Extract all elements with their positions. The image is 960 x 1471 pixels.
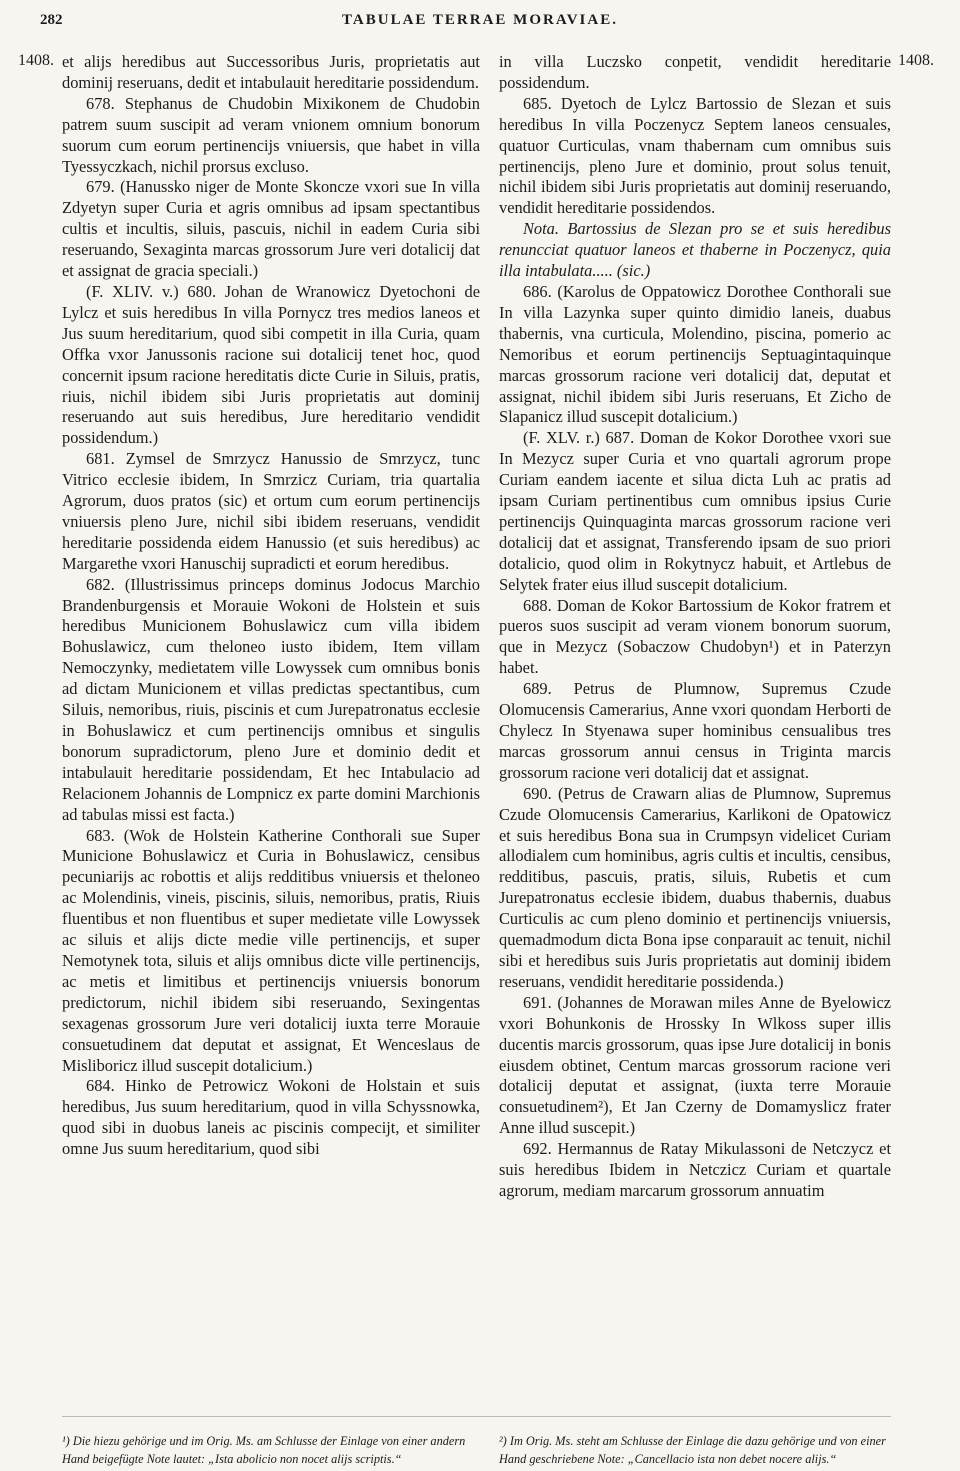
margin-year-right: 1408.	[898, 52, 934, 69]
paragraph: 691. (Johannes de Morawan miles Anne de Byelowicz vxori Bohunkonis de Hrossky In Wlkoss super illis ducentis marcis grossorum, quas ipse Jure dotalicij in bonis eiusdem obtinet, Centum marcas grossorum racione veri dotalicij deputat et assignat, (iuxta terre Morauie consuetudinem²), Et Jan Czerny de Domamyslicz frater Anne illud suscepit.)	[499, 992, 891, 1138]
footnote-right: ²) Im Orig. Ms. steht am Schlusse der Einlage die dazu gehörige und von einer Hand geschriebene Note: „Cancellacio ista non debet nocere alijs.“	[499, 1434, 886, 1466]
paragraph: 682. (Illustrissimus princeps dominus Jodocus Marchio Brandenburgensis et Morauie Wokoni de Holstein et suis heredibus Municionem Bohuslawicz cum villa ibidem Bohuslawicz, cum theloneo iusto ibidem, Item villam Nemoczynky, medietatem ville Lowyssek cum omnibus bonis ad dictam Municionem et villas predictas spectantibus, cum Siluis, nemoribus, riuis, piscinis et cum Jurepatronatus ecclesie in Bohuslawicz et cum pertinencijs omnibus et singulis bonorum supradictorum, pleno Jure et dominio dedit et intabulauit hereditarie possidendam, Et hec Intabulacio ad Relacionem Johannis de Lompnicz ex parte domini Marchionis ad tabulas missi est facta.)	[62, 574, 480, 824]
left-column	[62, 52, 480, 1160]
margin-year-left: 1408.	[18, 52, 54, 69]
paragraph: in villa Luczsko conpetit, vendidit hereditarie possidendum.	[499, 52, 891, 92]
paragraph: 678. Stephanus de Chudobin Mixikonem de Chudobin patrem suum suscipit ad veram vnionem omnium bonorum suorum cum eorum pertinencijs vniuersis, que habet in villa Tyessyczkach, nichil prorsus excluso.	[62, 93, 480, 176]
page-number: 282	[40, 12, 63, 28]
running-title: TABULAE TERRAE MORAVIAE.	[342, 12, 618, 28]
footnote-divider	[62, 1416, 891, 1417]
footnote-left: ¹) Die hiezu gehörige und im Orig. Ms. am Schlusse der Einlage von einer andern Hand beigefügte Note lautet: „Ista abolicio non nocet alijs scriptis.“	[62, 1434, 466, 1466]
paragraph: 681. Zymsel de Smrzycz Hanussio de Smrzycz, tunc Vitrico ecclesie ibidem, In Smrzicz Curiam, tria quartalia Agrorum, duos pratos (sic) et ortum cum eorum pertinencijs vniuersis pleno Jure, nichil sibi ibidem reseruans, vendidit hereditarie possidenda eidem Hanussio (et suis heredibus) ac Margarethe vxori Hanuschij supradicti et eorum heredibus.	[62, 449, 480, 573]
paragraph: (F. XLV. r.) 687. Doman de Kokor Dorothee vxori sue In Mezycz super Curia et vno quartali agrorum prope Curiam eandem iacente et silua dicta Luh ac pratis ad ipsam Curiam pertinentibus cum omnibus ipsius Curie pertinencijs Quinquaginta marcas grossorum racione veri dotalicij dat et assignat, Transferendo ipsam de suo priori dotalicio, quod olim in Rokytnycz habuit, et Artlebus de Selytek frater eius illud suscepit dotalicium.	[499, 428, 891, 594]
nota-paragraph: Nota. Bartossius de Slezan pro se et suis heredibus renuncciat quatuor laneos et thaberne in Poczenycz, quia illa intabulata..... (sic.)	[499, 219, 891, 281]
paragraph: 688. Doman de Kokor Bartossium de Kokor fratrem et pueros suos suscipit ad veram vionem bonorum suorum, que in Mezycz (Sobaczow Chudobyn¹) et in Paterzyn habet.	[499, 595, 891, 678]
paragraph: 684. Hinko de Petrowicz Wokoni de Holstain et suis heredibus, Jus suum hereditarium, quod in villa Schyssnowka, quod sibi in duobus laneis ac piscinis compecijt, et similiter omne Jus suum hereditarium, quod sibi	[62, 1076, 480, 1159]
paragraph: 689. Petrus de Plumnow, Supremus Czude Olomucensis Camerarius, Anne vxori quondam Herborti de Chylecz In Styenawa super hominibus censualibus tres marcas grossorum annui census in Triginta marcis grossorum racione veri dotalicij dat et assignat.	[499, 679, 891, 782]
paragraph: 690. (Petrus de Crawarn alias de Plumnow, Supremus Czude Olomucensis Camerarius, Karlikoni de Opatowicz et suis heredibus Bona sua in Crumpsyn videlicet Curiam allodialem cum hominibus, agris cultis et incultis, censibus, redditibus, pascuis, pratis, siluis, Rubetis et cum Jurepatronatus ecclesie ibidem, duabus thabernis, duabus Curticulis ac cum pleno dominio et pertinencijs vniuersis, quemadmodum dicta Bona ipse conparauit ac tenuit, nichil sibi et heredibus suis Juris proprietatis aut dominij ibidem reseruans, vendidit hereditarie possidenda.)	[499, 783, 891, 991]
paragraph: 683. (Wok de Holstein Katherine Conthorali sue Super Municione Bohuslawicz et Curia in Bohuslawicz, censibus pecuniarijs ac robottis et alijs redditibus vniuersis et theloneo ac Molendinis, vineis, piscinis, siluis, nemoribus, pratis, Riuis fluentibus et non fluentibus et super medietate ville Lowyssek ac siluis et alijs dicte medie ville pertinencijs, et super Nemotynek tota, siluis et alijs omnibus dicte ville pertinencijs, ac metis et limitibus et pertinencijs vniuersis bonorum predictorum, nichil ibidem sibi reseruando, Sexingentas sexagenas grossorum Jure veri dotalicij iuxta terre Morauie consuetudinem dat deputat et assignat, Et Wenceslaus de Misliboricz illud suscepit dotalicium.)	[62, 825, 480, 1075]
paragraph: 692. Hermannus de Ratay Mikulassoni de Netczycz et suis heredibus Ibidem in Netczicz Curiam et quartale agrorum, mediam marcarum grossorum annuatim	[499, 1139, 891, 1200]
paragraph: 679. (Hanussko niger de Monte Skoncze vxori sue In villa Zdyetyn super Curia et agris omnibus ad ipsam spectantibus cultis et incultis, siluis, pascuis, nichil in eadem Curia sibi reseruando, Sexaginta marcas grossorum Jure veri dotalicij dat et assignat de gracia speciali.)	[62, 177, 480, 281]
paragraph: et alijs heredibus aut Successoribus Juris, proprietatis aut dominij reseruans, dedit et intabulauit hereditarie possidendum.	[62, 52, 480, 92]
right-column	[499, 52, 891, 1202]
paragraph: 685. Dyetoch de Lylcz Bartossio de Slezan et suis heredibus In villa Poczenycz Septem laneos censuales, quatuor Curticulas, vnam thabernam cum omnibus suis pertinencijs, pleno Jure et dominio, prout solus tenuit, nichil ibidem sibi Juris proprietatis aut dominij reseruando, vendidit hereditarie possidendos.	[499, 93, 891, 218]
paragraph: 686. (Karolus de Oppatowicz Dorothee Conthorali sue In villa Lazynka super quinto dimidio laneis, duabus thabernis, vna curticula, Molendino, piscina, pomerio ac Nemoribus et eorum pertinencijs Septuagintaquinque marcas grossorum racione veri dotalicij dat, deputat et assignat, nichil ibidem sibi Juris reseruans, Et Zicho de Slapanicz illud suscepit dotalicium.)	[499, 281, 891, 427]
paragraph: (F. XLIV. v.) 680. Johan de Wranowicz Dyetochoni de Lylcz et suis heredibus In villa Pornycz tres medios laneos et Jus suum hereditarium, quod sibi competit in illa Curia, quam Offka vxor Janussonis racione sui dotalicij tenet hoc, quod concernit ipsum racione hereditatis dicte Curie in Siluis, pratis, riuis, nichil ibidem sibi Juris proprietatis aut dominij reseruando aut suis heredibus, Jure hereditario vendidit possidendum.)	[62, 281, 480, 448]
